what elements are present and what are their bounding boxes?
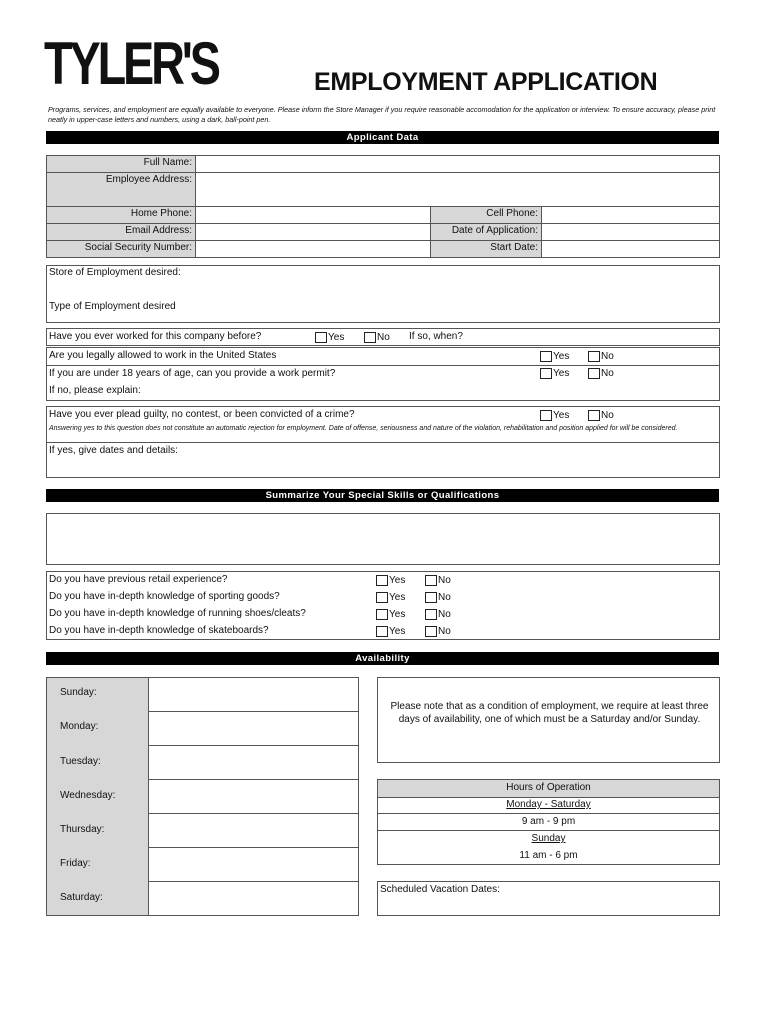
employment-desired-box[interactable] bbox=[46, 265, 720, 323]
friday-field[interactable] bbox=[148, 847, 359, 882]
type-label: Type of Employment desired bbox=[49, 301, 176, 312]
skate-yes[interactable]: Yes bbox=[376, 626, 405, 638]
store-label: Store of Employment desired: bbox=[49, 267, 181, 278]
worked-before-label: Have you ever worked for this company before? bbox=[49, 331, 262, 342]
hours-box bbox=[377, 779, 720, 865]
hours-title: Hours of Operation bbox=[378, 780, 719, 798]
checkbox[interactable] bbox=[376, 592, 388, 603]
cell-phone-field[interactable] bbox=[541, 206, 720, 224]
section-applicant-data: Applicant Data bbox=[46, 131, 719, 144]
checkbox[interactable] bbox=[364, 332, 376, 343]
crime-box bbox=[46, 406, 720, 478]
worked-before-yes[interactable]: Yes bbox=[315, 332, 344, 344]
divider bbox=[47, 365, 719, 366]
home-phone-label: Home Phone: bbox=[46, 206, 196, 224]
start-date-field[interactable] bbox=[541, 240, 720, 258]
hours-weekday: Monday - Saturday bbox=[506, 799, 591, 810]
home-phone-field[interactable] bbox=[195, 206, 431, 224]
day-label-friday: Friday: bbox=[60, 858, 91, 869]
availability-grid bbox=[46, 677, 359, 916]
checkbox[interactable] bbox=[425, 592, 437, 603]
hours-sunday-time: 11 am - 6 pm bbox=[519, 850, 578, 861]
address-label: Employee Address: bbox=[46, 172, 196, 207]
legal-yes[interactable]: Yes bbox=[540, 351, 569, 363]
checkbox[interactable] bbox=[425, 575, 437, 586]
checkbox[interactable] bbox=[540, 351, 552, 362]
divider bbox=[378, 830, 719, 831]
checkbox[interactable] bbox=[588, 368, 600, 379]
crime-label: Have you ever plead guilty, no contest, or been convicted of a crime? bbox=[49, 409, 355, 420]
checkbox[interactable] bbox=[540, 368, 552, 379]
wednesday-field[interactable] bbox=[148, 779, 359, 814]
vacation-label: Scheduled Vacation Dates: bbox=[380, 884, 500, 895]
tylers-logo: TYLER'S bbox=[44, 30, 218, 97]
checkbox[interactable] bbox=[588, 351, 600, 362]
ssn-field[interactable] bbox=[195, 240, 431, 258]
availability-note-box bbox=[377, 677, 720, 763]
legal-no[interactable]: No bbox=[588, 351, 614, 363]
day-label-monday: Monday: bbox=[60, 721, 99, 732]
worked-before-no[interactable]: No bbox=[364, 332, 390, 344]
crime-yes[interactable]: Yes bbox=[540, 410, 569, 422]
page-title: EMPLOYMENT APPLICATION bbox=[314, 68, 658, 96]
saturday-field[interactable] bbox=[148, 881, 359, 916]
address-field[interactable] bbox=[195, 172, 720, 207]
under18-no[interactable]: No bbox=[588, 368, 614, 380]
crime-note: Answering yes to this question does not constitute an automatic rejection for employment. Date of offense, seriousness and nature of the violation, rehabilitation and position applied for will be considered. bbox=[49, 425, 678, 432]
sporting-label: Do you have in-depth knowledge of sporting goods? bbox=[49, 591, 280, 602]
thursday-field[interactable] bbox=[148, 813, 359, 848]
if-so-label: If so, when? bbox=[409, 331, 463, 342]
crime-no[interactable]: No bbox=[588, 410, 614, 422]
divider bbox=[378, 813, 719, 814]
availability-note: Please note that as a condition of employment, we require at least three days of availability, one of which must be a Saturday and/or Sunday. bbox=[390, 701, 709, 725]
worked-before-row bbox=[46, 328, 720, 346]
retail-label: Do you have previous retail experience? bbox=[49, 574, 228, 585]
email-label: Email Address: bbox=[46, 223, 196, 241]
sporting-no[interactable]: No bbox=[425, 592, 451, 604]
shoes-label: Do you have in-depth knowledge of running shoes/cleats? bbox=[49, 608, 306, 619]
hours-sunday: Sunday bbox=[531, 833, 566, 844]
checkbox[interactable] bbox=[315, 332, 327, 343]
crime-details-label: If yes, give dates and details: bbox=[49, 445, 178, 456]
sporting-yes[interactable]: Yes bbox=[376, 592, 405, 604]
full-name-label: Full Name: bbox=[46, 155, 196, 173]
vacation-box[interactable] bbox=[377, 881, 720, 916]
skills-questions-box bbox=[46, 571, 720, 640]
checkbox[interactable] bbox=[376, 609, 388, 620]
monday-field[interactable] bbox=[148, 711, 359, 746]
tuesday-field[interactable] bbox=[148, 745, 359, 780]
legal-box bbox=[46, 347, 720, 401]
hours-weekday-time: 9 am - 9 pm bbox=[521, 816, 576, 827]
checkbox[interactable] bbox=[425, 609, 437, 620]
checkbox[interactable] bbox=[425, 626, 437, 637]
skills-textarea[interactable] bbox=[46, 513, 720, 565]
sunday-field[interactable] bbox=[148, 677, 359, 712]
divider bbox=[47, 442, 719, 443]
day-label-wednesday: Wednesday: bbox=[60, 790, 116, 801]
checkbox[interactable] bbox=[376, 575, 388, 586]
shoes-no[interactable]: No bbox=[425, 609, 451, 621]
retail-no[interactable]: No bbox=[425, 575, 451, 587]
date-application-label: Date of Application: bbox=[430, 223, 542, 241]
retail-yes[interactable]: Yes bbox=[376, 575, 405, 587]
explain-label: If no, please explain: bbox=[49, 385, 141, 396]
checkbox[interactable] bbox=[540, 410, 552, 421]
checkbox[interactable] bbox=[588, 410, 600, 421]
under18-yes[interactable]: Yes bbox=[540, 368, 569, 380]
checkbox[interactable] bbox=[376, 626, 388, 637]
day-label-tuesday: Tuesday: bbox=[60, 756, 101, 767]
start-date-label: Start Date: bbox=[430, 240, 542, 258]
legal-label: Are you legally allowed to work in the United States bbox=[49, 350, 277, 361]
full-name-field[interactable] bbox=[195, 155, 720, 173]
email-field[interactable] bbox=[195, 223, 431, 241]
skate-label: Do you have in-depth knowledge of skateboards? bbox=[49, 625, 269, 636]
shoes-yes[interactable]: Yes bbox=[376, 609, 405, 621]
day-label-saturday: Saturday: bbox=[60, 892, 103, 903]
intro-text: Programs, services, and employment are equally available to everyone. Please inform the Store Manager if you require reasonable accomodation for the application or interview. To ensure accuracy, please print neatly in upper-case letters and numbers, using a dark, ball-point pen. bbox=[48, 105, 716, 124]
date-application-field[interactable] bbox=[541, 223, 720, 241]
ssn-label: Social Security Number: bbox=[46, 240, 196, 258]
day-label-sunday: Sunday: bbox=[60, 687, 97, 698]
day-label-thursday: Thursday: bbox=[60, 824, 105, 835]
section-skills: Summarize Your Special Skills or Qualifications bbox=[46, 489, 719, 502]
under18-label: If you are under 18 years of age, can you provide a work permit? bbox=[49, 368, 336, 379]
skate-no[interactable]: No bbox=[425, 626, 451, 638]
applicant-grid bbox=[46, 155, 720, 257]
section-availability: Availability bbox=[46, 652, 719, 665]
cell-phone-label: Cell Phone: bbox=[430, 206, 542, 224]
